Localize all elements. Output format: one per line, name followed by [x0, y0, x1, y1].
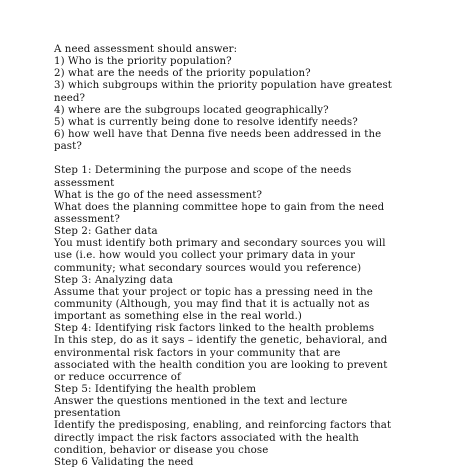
- step-text-line: In this step, do as it says – identify the genetic, behavioral, and: [54, 335, 388, 347]
- step-text-line: assessment?: [54, 213, 120, 225]
- step-text-line: or reduce occurrence of: [54, 371, 181, 383]
- step-text-line: community (Although, you may find that it is actually not as: [54, 298, 370, 310]
- step-1-heading: Step 1: Determining the purpose and scope of the needs: [54, 165, 352, 177]
- step-text-line: What does the planning committee hope to gain from the need: [54, 201, 385, 213]
- step-5-heading: Step 5: Identifying the health problem: [54, 383, 257, 395]
- question-line: 1) Who is the priority population?: [54, 56, 232, 68]
- question-line: 6) how well have that Denna five needs been addressed in the: [54, 128, 382, 140]
- question-line: 4) where are the subgroups located geographically?: [54, 104, 329, 116]
- step-text-line: presentation: [54, 408, 121, 420]
- intro-heading: A need assessment should answer:: [54, 44, 238, 55]
- question-line: past?: [54, 141, 82, 153]
- steps-section: [54, 165, 394, 469]
- question-line: 2) what are the needs of the priority population?: [54, 68, 311, 80]
- document-body: [54, 44, 394, 469]
- step-text-line: What is the go of the need assessment?: [54, 189, 263, 201]
- step-text-line: Answer the questions mentioned in the text and lecture: [54, 396, 348, 408]
- step-text-line: directly impact the risk factors associated with the health: [54, 432, 359, 444]
- question-list: [54, 56, 394, 153]
- question-line: 3) which subgroups within the priority population have greatest: [54, 80, 392, 92]
- step-3-heading: Step 3: Analyzing data: [54, 274, 173, 286]
- question-line: 5) what is currently being done to resolve identify needs?: [54, 116, 358, 128]
- step-2-heading: Step 2: Gather data: [54, 226, 158, 238]
- step-1-heading-cont: assessment: [54, 177, 115, 189]
- step-text-line: You must identify both primary and secondary sources you will: [54, 238, 386, 250]
- paragraph-gap: [54, 153, 394, 165]
- step-text-line: associated with the health condition you are looking to prevent: [54, 359, 388, 371]
- step-text-line: Identify the predisposing, enabling, and reinforcing factors that: [54, 420, 392, 432]
- step-text-line: environmental risk factors in your community that are: [54, 347, 341, 359]
- step-text-line: community; what secondary sources would you reference): [54, 262, 362, 274]
- step-text-line: important as something else in the real world.): [54, 311, 302, 323]
- question-line: need?: [54, 92, 86, 104]
- step-4-heading: Step 4: Identifying risk factors linked to the health problems: [54, 323, 375, 335]
- step-6-heading: Step 6 Validating the need: [54, 456, 194, 468]
- step-text-line: use (i.e. how would you collect your primary data in your: [54, 250, 356, 262]
- step-text-line: Assume that your project or topic has a pressing need in the: [54, 286, 373, 298]
- step-text-line: condition, behavior or disease you chose: [54, 444, 269, 456]
